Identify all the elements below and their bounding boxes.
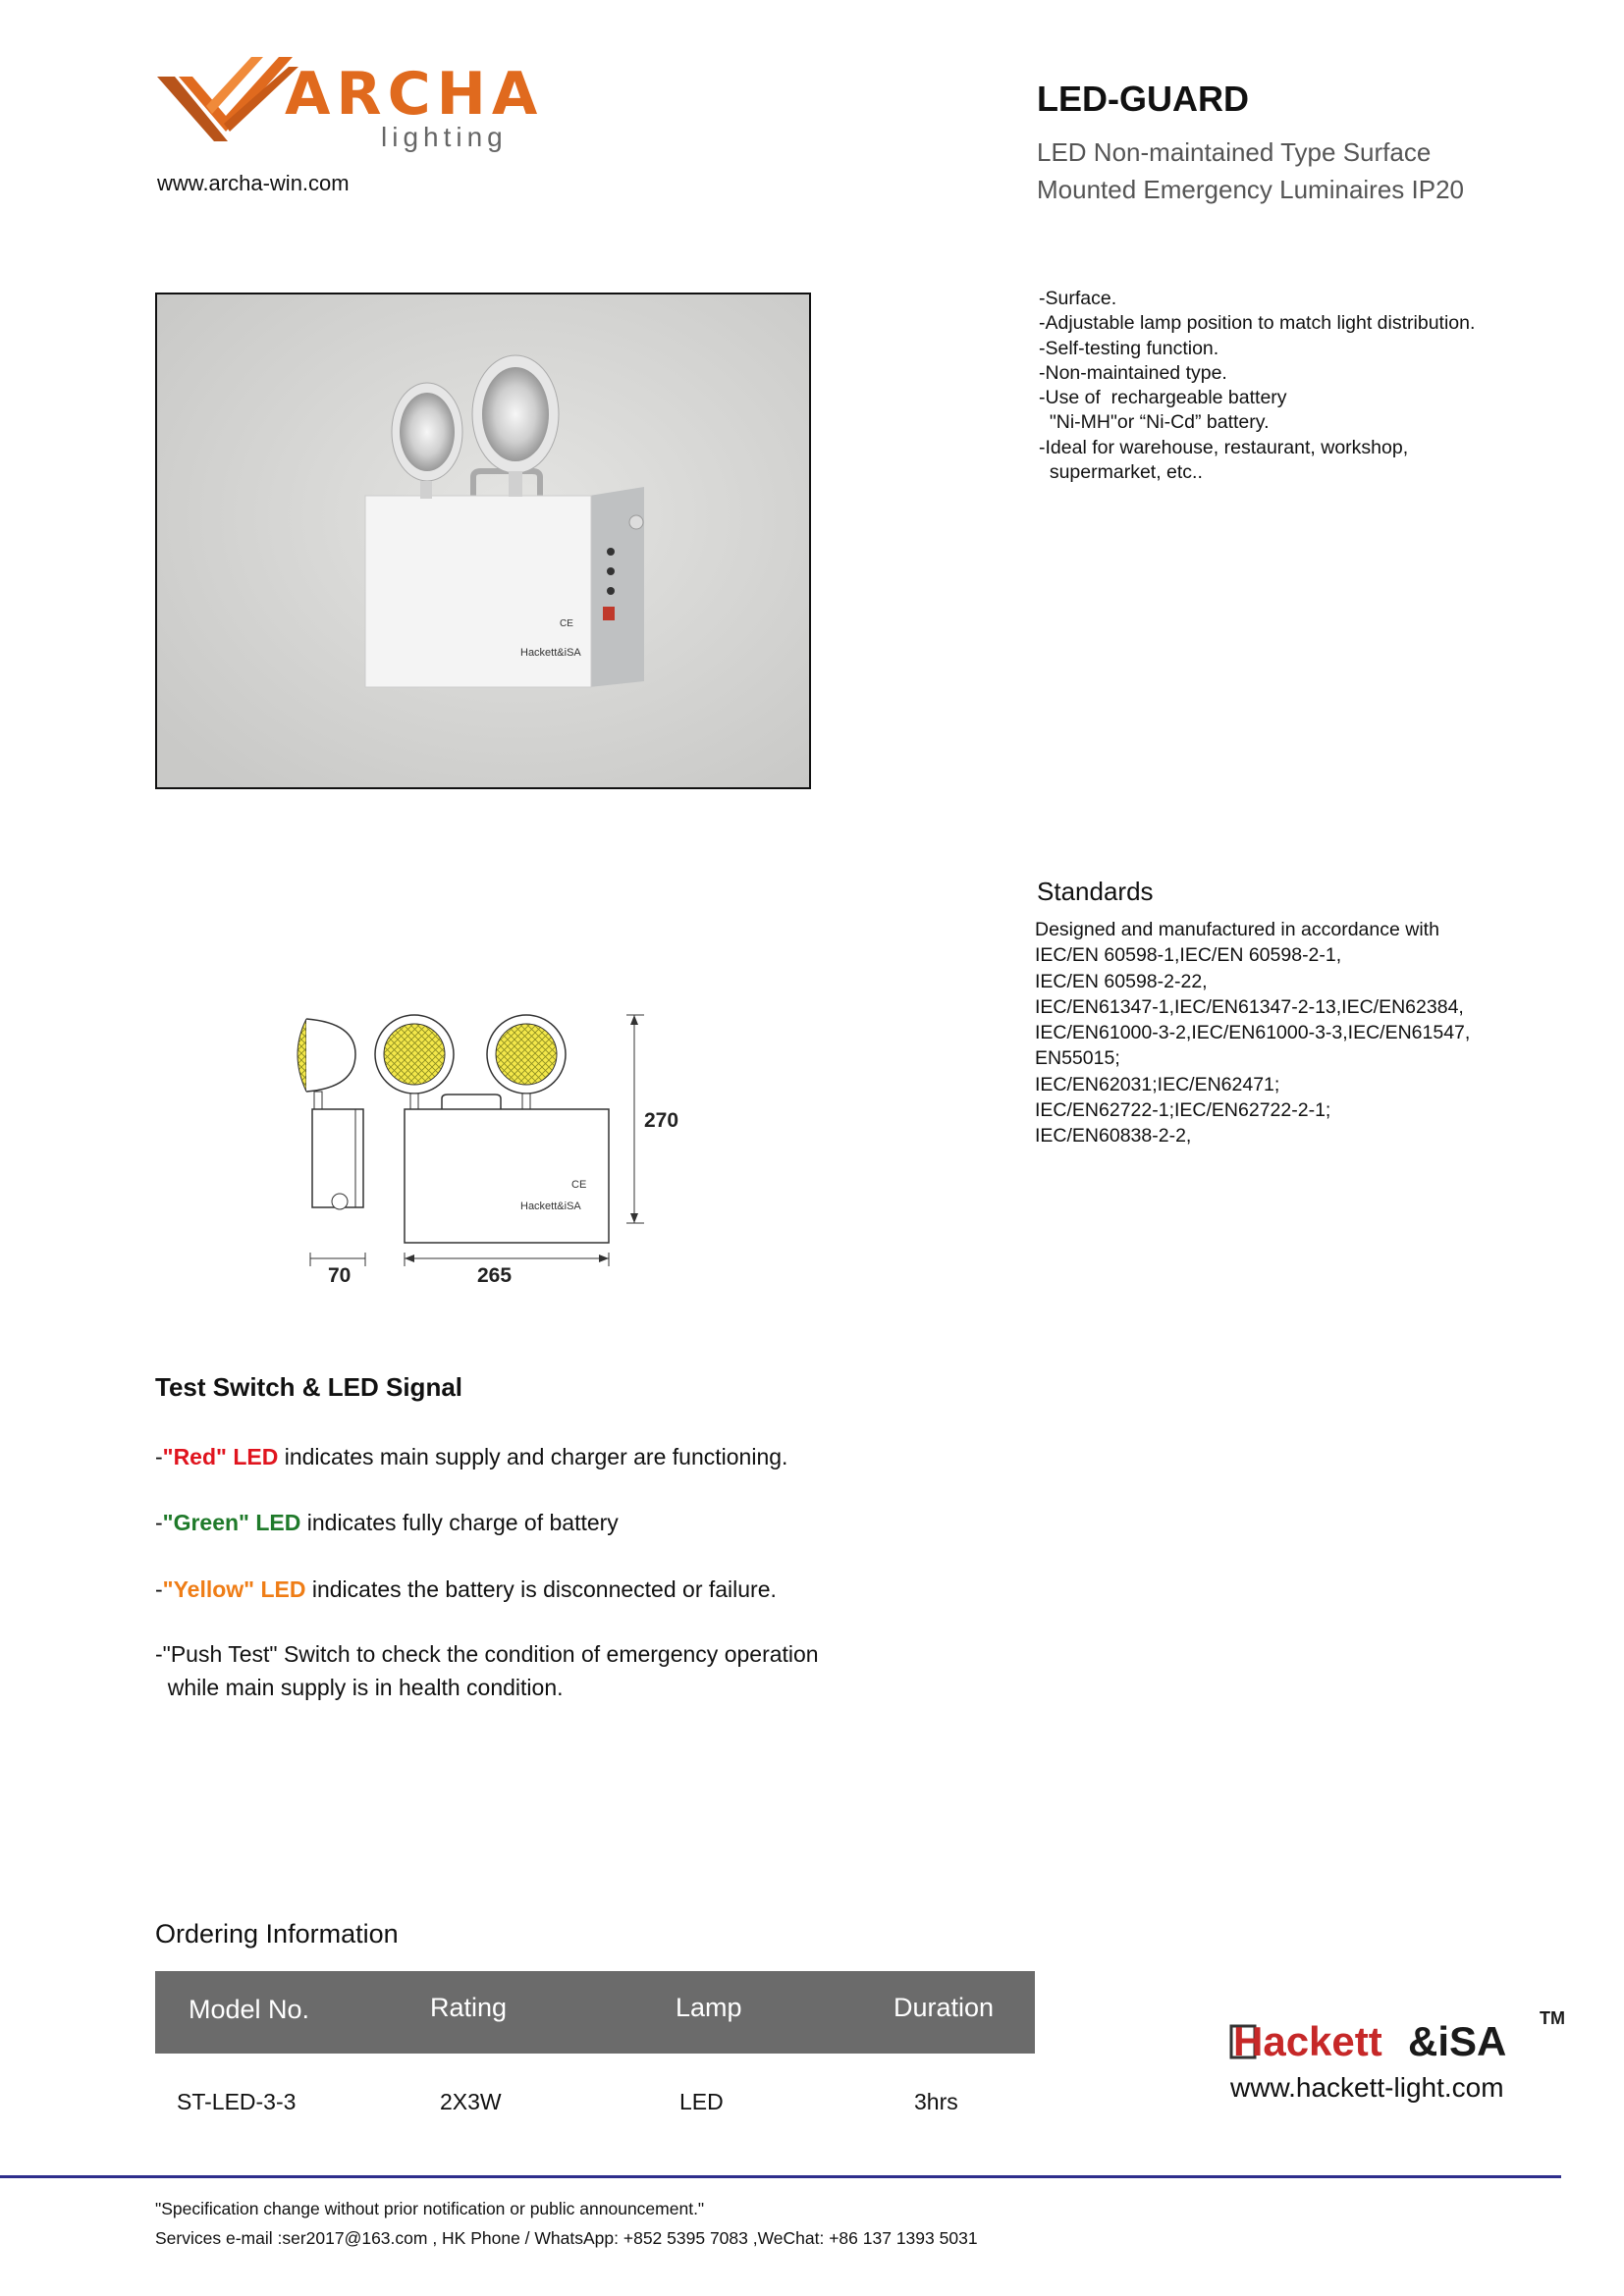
standards-line: IEC/EN61347-1,IEC/EN61347-2-13,IEC/EN62384, <box>1035 995 1464 1018</box>
standards-line: EN55015; <box>1035 1047 1120 1070</box>
yellow-led-label: "Yellow" LED <box>162 1576 306 1602</box>
feature-list <box>1039 287 1589 485</box>
feature-item: supermarket, etc.. <box>1039 461 1203 484</box>
product-photo <box>155 293 811 789</box>
column-header-duration: Duration <box>893 1993 995 2022</box>
cell-model: ST-LED-3-3 <box>177 2089 297 2114</box>
feature-item: "Ni-MH"or “Ni-Cd” battery. <box>1039 411 1270 434</box>
push-test-line-2: while main supply is in health condition. <box>155 1675 564 1700</box>
hackett-isa-logo <box>1229 2002 1573 2064</box>
standards-line: IEC/EN62722-1;IEC/EN62722-2-1; <box>1035 1099 1331 1122</box>
cell-lamp: LED <box>679 2089 724 2114</box>
green-led-line <box>155 1510 619 1536</box>
drawing-ce-label: CE <box>571 1179 587 1191</box>
column-header-lamp: Lamp <box>676 1993 742 2022</box>
height-label: 270 <box>644 1109 679 1132</box>
archa-logo-sub: lighting <box>381 122 508 152</box>
cell-duration: 3hrs <box>914 2089 958 2114</box>
table-header <box>155 1971 1035 2054</box>
subtitle-line: Mounted Emergency Luminaires IP20 <box>1037 175 1465 204</box>
push-test-line: -"Push Test" Switch to check the condition of emergency operation <box>155 1641 819 1667</box>
feature-item: -Adjustable lamp position to match light distribution. <box>1039 312 1476 335</box>
red-led-label: "Red" LED <box>162 1444 279 1469</box>
feature-item: -Use of rechargeable battery <box>1039 387 1287 409</box>
standards-line: IEC/EN60838-2-2, <box>1035 1125 1192 1148</box>
archa-website[interactable]: www.archa-win.com <box>157 171 350 195</box>
archa-logo-word: ARCHA <box>285 60 544 129</box>
cell-rating: 2X3W <box>440 2089 502 2114</box>
red-led-line <box>155 1444 787 1470</box>
bullet-prefix: - <box>155 1576 163 1602</box>
table-row <box>155 2054 1035 2132</box>
standards-line: Designed and manufactured in accordance with <box>1035 919 1439 940</box>
footer-note: "Specification change without prior notification or public announcement." <box>155 2199 705 2218</box>
standards-line: IEC/EN61000-3-2,IEC/EN61000-3-3,IEC/EN61547, <box>1035 1022 1471 1044</box>
product-photo-illustration <box>157 294 809 787</box>
footer-contact: Services e-mail :ser2017@163.com , HK Phone / WhatsApp: +852 5395 7083 ,WeChat: +86 137 1393 5031 <box>155 2228 978 2248</box>
bullet-prefix: - <box>155 1510 163 1535</box>
bullet-prefix: - <box>155 1444 163 1469</box>
ordering-heading: Ordering Information <box>155 1919 399 1949</box>
feature-item: -Ideal for warehouse, restaurant, workshop, <box>1039 436 1409 458</box>
hackett-website[interactable]: www.hackett-light.com <box>1230 2072 1504 2103</box>
archa-logo-mark-icon <box>155 55 300 148</box>
depth-label: 70 <box>328 1264 352 1287</box>
hackett-logo-text: Hackett <box>1233 2018 1382 2064</box>
photo-brand-label: Hackett&iSA <box>520 647 581 659</box>
dimension-drawing <box>295 1005 679 1288</box>
standards-list <box>1035 917 1604 1149</box>
feature-item: -Surface. <box>1039 288 1117 309</box>
green-led-text: indicates fully charge of battery <box>300 1510 619 1535</box>
column-header-rating: Rating <box>430 1993 508 2022</box>
standards-heading: Standards <box>1037 877 1154 906</box>
red-led-text: indicates main supply and charger are functioning. <box>278 1444 788 1469</box>
isa-logo-text: &iSA <box>1408 2018 1507 2064</box>
feature-item: -Self-testing function. <box>1039 337 1219 359</box>
yellow-led-line <box>155 1576 777 1603</box>
trademark-label: TM <box>1540 2008 1565 2028</box>
feature-item: -Non-maintained type. <box>1039 361 1227 384</box>
standards-line: IEC/EN 60598-1,IEC/EN 60598-2-1, <box>1035 944 1342 967</box>
drawing-brand-label: Hackett&iSA <box>520 1201 581 1212</box>
standards-line: IEC/EN62031;IEC/EN62471; <box>1035 1073 1280 1095</box>
subtitle-line: LED Non-maintained Type Surface <box>1037 137 1432 167</box>
product-subtitle <box>1037 133 1547 208</box>
photo-ce-label: CE <box>560 618 573 629</box>
width-label: 265 <box>477 1264 513 1287</box>
ordering-table <box>155 1971 1035 2132</box>
column-header-model: Model No. <box>189 1995 310 2024</box>
standards-line: IEC/EN 60598-2-22, <box>1035 970 1208 992</box>
footer-divider <box>0 2175 1561 2178</box>
yellow-led-text: indicates the battery is disconnected or failure. <box>305 1576 777 1602</box>
product-title: LED-GUARD <box>1037 79 1249 119</box>
green-led-label: "Green" LED <box>162 1510 301 1535</box>
test-heading: Test Switch & LED Signal <box>155 1372 463 1402</box>
